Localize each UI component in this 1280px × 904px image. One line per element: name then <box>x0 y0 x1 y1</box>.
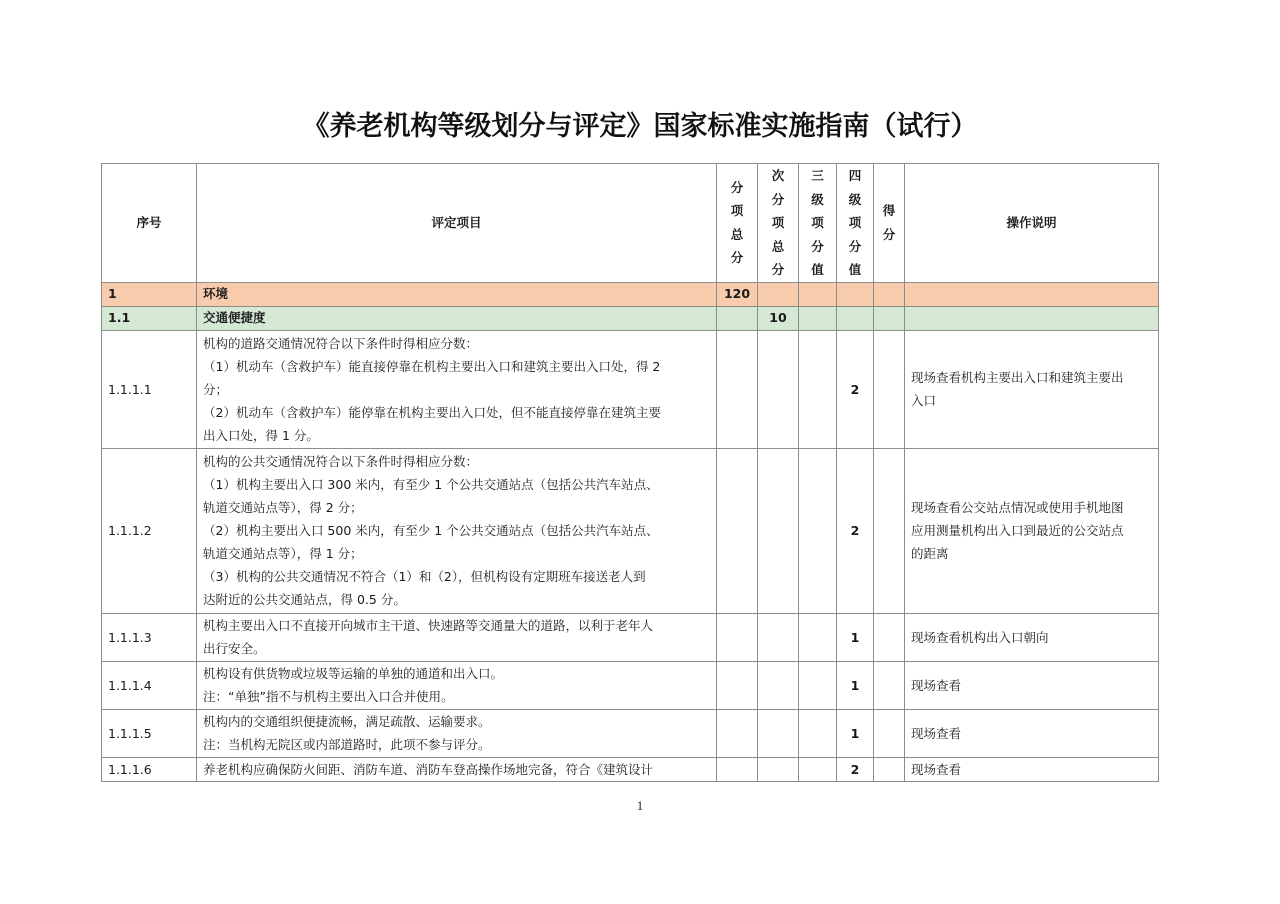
section-cell-empty <box>799 282 837 306</box>
section-seq: 1 <box>102 282 197 306</box>
section-cell-empty <box>905 282 1159 306</box>
row-instructions-line: 现场查看 <box>911 761 962 777</box>
header-item: 评定项目 <box>197 164 717 283</box>
row-item-line: （2）机构主要出入口 500 米内，有至少 1 个公共交通站点（包括公共汽车站点、 <box>203 523 659 538</box>
row-item-line: 机构设有供货物或垃圾等运输的单独的通道和出入口。 <box>203 666 504 681</box>
row-item <box>197 330 717 448</box>
row-cell-empty <box>717 613 758 661</box>
section-cell-empty <box>874 282 905 306</box>
row-cell-empty <box>717 448 758 613</box>
row-cell-empty <box>717 661 758 709</box>
row-item-line: （3）机构的公共交通情况不符合（1）和（2），但机构设有定期班车接送老人到 <box>203 569 646 584</box>
table-row <box>102 448 1159 613</box>
table-row <box>102 757 1159 781</box>
table-row <box>102 330 1159 448</box>
header-level3-label: 三级项分值 <box>811 168 824 277</box>
section-cell-empty <box>837 282 874 306</box>
subsection-row <box>102 306 1159 330</box>
section-item: 环境 <box>197 282 717 306</box>
row-score-empty <box>874 330 905 448</box>
row-level4-score: 1 <box>837 709 874 757</box>
header-score-label: 得分 <box>882 203 896 242</box>
row-item <box>197 613 717 661</box>
row-instructions-line: 入口 <box>911 393 937 408</box>
row-level4-score: 1 <box>837 613 874 661</box>
row-seq: 1.1.1.2 <box>102 448 197 613</box>
row-instructions-line: 现场查看机构出入口朝向 <box>911 629 1049 645</box>
row-cell-empty <box>799 448 837 613</box>
item-rows <box>102 330 1159 781</box>
evaluation-table <box>101 163 1159 782</box>
row-instructions <box>905 330 1159 448</box>
row-item-line: 养老机构应确保防火间距、消防车道、消防车登高操作场地完备，符合《建筑设计 <box>203 761 654 777</box>
row-item-line: 机构的道路交通情况符合以下条件时得相应分数： <box>203 335 479 351</box>
header-seq: 序号 <box>102 164 197 283</box>
row-score-empty <box>874 709 905 757</box>
subsection-seq: 1.1 <box>102 306 197 330</box>
row-item-line: 轨道交通站点等），得 2 分； <box>203 500 363 515</box>
subsection-cell-empty <box>717 306 758 330</box>
row-cell-empty <box>758 330 799 448</box>
row-instructions <box>905 661 1159 709</box>
row-instructions <box>905 757 1159 781</box>
row-cell-empty <box>717 709 758 757</box>
row-cell-empty <box>717 330 758 448</box>
row-cell-empty <box>758 709 799 757</box>
subsection-cell-empty <box>905 306 1159 330</box>
subsection-second-total: 10 <box>758 306 799 330</box>
row-level4-score: 2 <box>837 757 874 781</box>
row-item-line: （1）机动车（含救护车）能直接停靠在机构主要出入口和建筑主要出入口处，得 2 <box>203 358 661 374</box>
row-seq: 1.1.1.4 <box>102 661 197 709</box>
header-instructions: 操作说明 <box>905 164 1159 283</box>
subsection-cell-empty <box>874 306 905 330</box>
row-score-empty <box>874 613 905 661</box>
row-instructions-line: 现场查看 <box>911 677 962 693</box>
row-item <box>197 448 717 613</box>
row-cell-empty <box>799 757 837 781</box>
row-cell-empty <box>758 661 799 709</box>
row-seq: 1.1.1.5 <box>102 709 197 757</box>
row-cell-empty <box>717 757 758 781</box>
row-instructions <box>905 709 1159 757</box>
table-row <box>102 661 1159 709</box>
row-instructions-line: 现场查看公交站点情况或使用手机地图 <box>911 500 1124 515</box>
header-score <box>874 164 905 283</box>
row-score-empty <box>874 448 905 613</box>
row-item-line: 机构主要出入口不直接开向城市主干道、快速路等交通量大的道路，以利于老年人 <box>203 618 654 633</box>
row-item <box>197 661 717 709</box>
row-instructions <box>905 613 1159 661</box>
document-title: 《养老机构等级划分与评定》国家标准实施指南（试行） <box>302 111 978 142</box>
header-sub-total <box>717 164 758 283</box>
row-score-empty <box>874 661 905 709</box>
subsection-cell-empty <box>837 306 874 330</box>
row-cell-empty <box>799 613 837 661</box>
row-level4-score: 1 <box>837 661 874 709</box>
row-item-line: 达附近的公共交通站点，得 0.5 分。 <box>203 592 406 607</box>
row-seq: 1.1.1.3 <box>102 613 197 661</box>
row-item-line: （2）机动车（含救护车）能停靠在机构主要出入口处，但不能直接停靠在建筑主要 <box>203 404 661 420</box>
header-sub-total-label: 分项总分 <box>730 179 744 266</box>
page-number: 1 <box>636 798 644 813</box>
table-row <box>102 709 1159 757</box>
row-cell-empty <box>799 330 837 448</box>
row-seq: 1.1.1.6 <box>102 757 197 781</box>
row-item <box>197 709 717 757</box>
table-row <box>102 613 1159 661</box>
row-seq: 1.1.1.1 <box>102 330 197 448</box>
row-item <box>197 757 717 781</box>
header-level3 <box>799 164 837 283</box>
row-item-line: 出行安全。 <box>203 641 266 656</box>
section-cell-empty <box>758 282 799 306</box>
row-cell-empty <box>758 448 799 613</box>
header-second-total-label: 次分项总分 <box>771 168 785 277</box>
row-cell-empty <box>799 661 837 709</box>
header-level4-label: 四级项分值 <box>848 168 862 277</box>
row-level4-score: 2 <box>837 330 874 448</box>
row-instructions-line: 的距离 <box>911 546 949 561</box>
row-instructions-line: 应用测量机构出入口到最近的公交站点 <box>911 523 1124 538</box>
header-level4 <box>837 164 874 283</box>
table-header-row <box>102 164 1159 283</box>
subsection-cell-empty <box>799 306 837 330</box>
section-sub-total: 120 <box>717 282 758 306</box>
row-item-line: 注：当机构无院区或内部道路时，此项不参与评分。 <box>203 737 491 752</box>
row-item-line: 机构内的交通组织便捷流畅，满足疏散、运输要求。 <box>203 714 491 729</box>
row-item-line: 轨道交通站点等），得 1 分； <box>203 546 363 561</box>
row-item-line: 出入口处，得 1 分。 <box>203 427 319 443</box>
row-item-line: （1）机构主要出入口 300 米内，有至少 1 个公共交通站点（包括公共汽车站点、 <box>203 477 659 492</box>
header-second-total <box>758 164 799 283</box>
row-instructions <box>905 448 1159 613</box>
row-cell-empty <box>758 757 799 781</box>
row-item-line: 分； <box>203 381 229 397</box>
section-row <box>102 282 1159 306</box>
row-item-line: 注：“单独”指不与机构主要出入口合并使用。 <box>203 689 454 704</box>
row-level4-score: 2 <box>837 448 874 613</box>
row-instructions-line: 现场查看机构主要出入口和建筑主要出 <box>911 370 1124 385</box>
row-instructions-line: 现场查看 <box>911 725 962 741</box>
row-score-empty <box>874 757 905 781</box>
row-cell-empty <box>758 613 799 661</box>
row-item-line: 机构的公共交通情况符合以下条件时得相应分数： <box>203 454 479 469</box>
row-cell-empty <box>799 709 837 757</box>
subsection-item: 交通便捷度 <box>197 306 717 330</box>
